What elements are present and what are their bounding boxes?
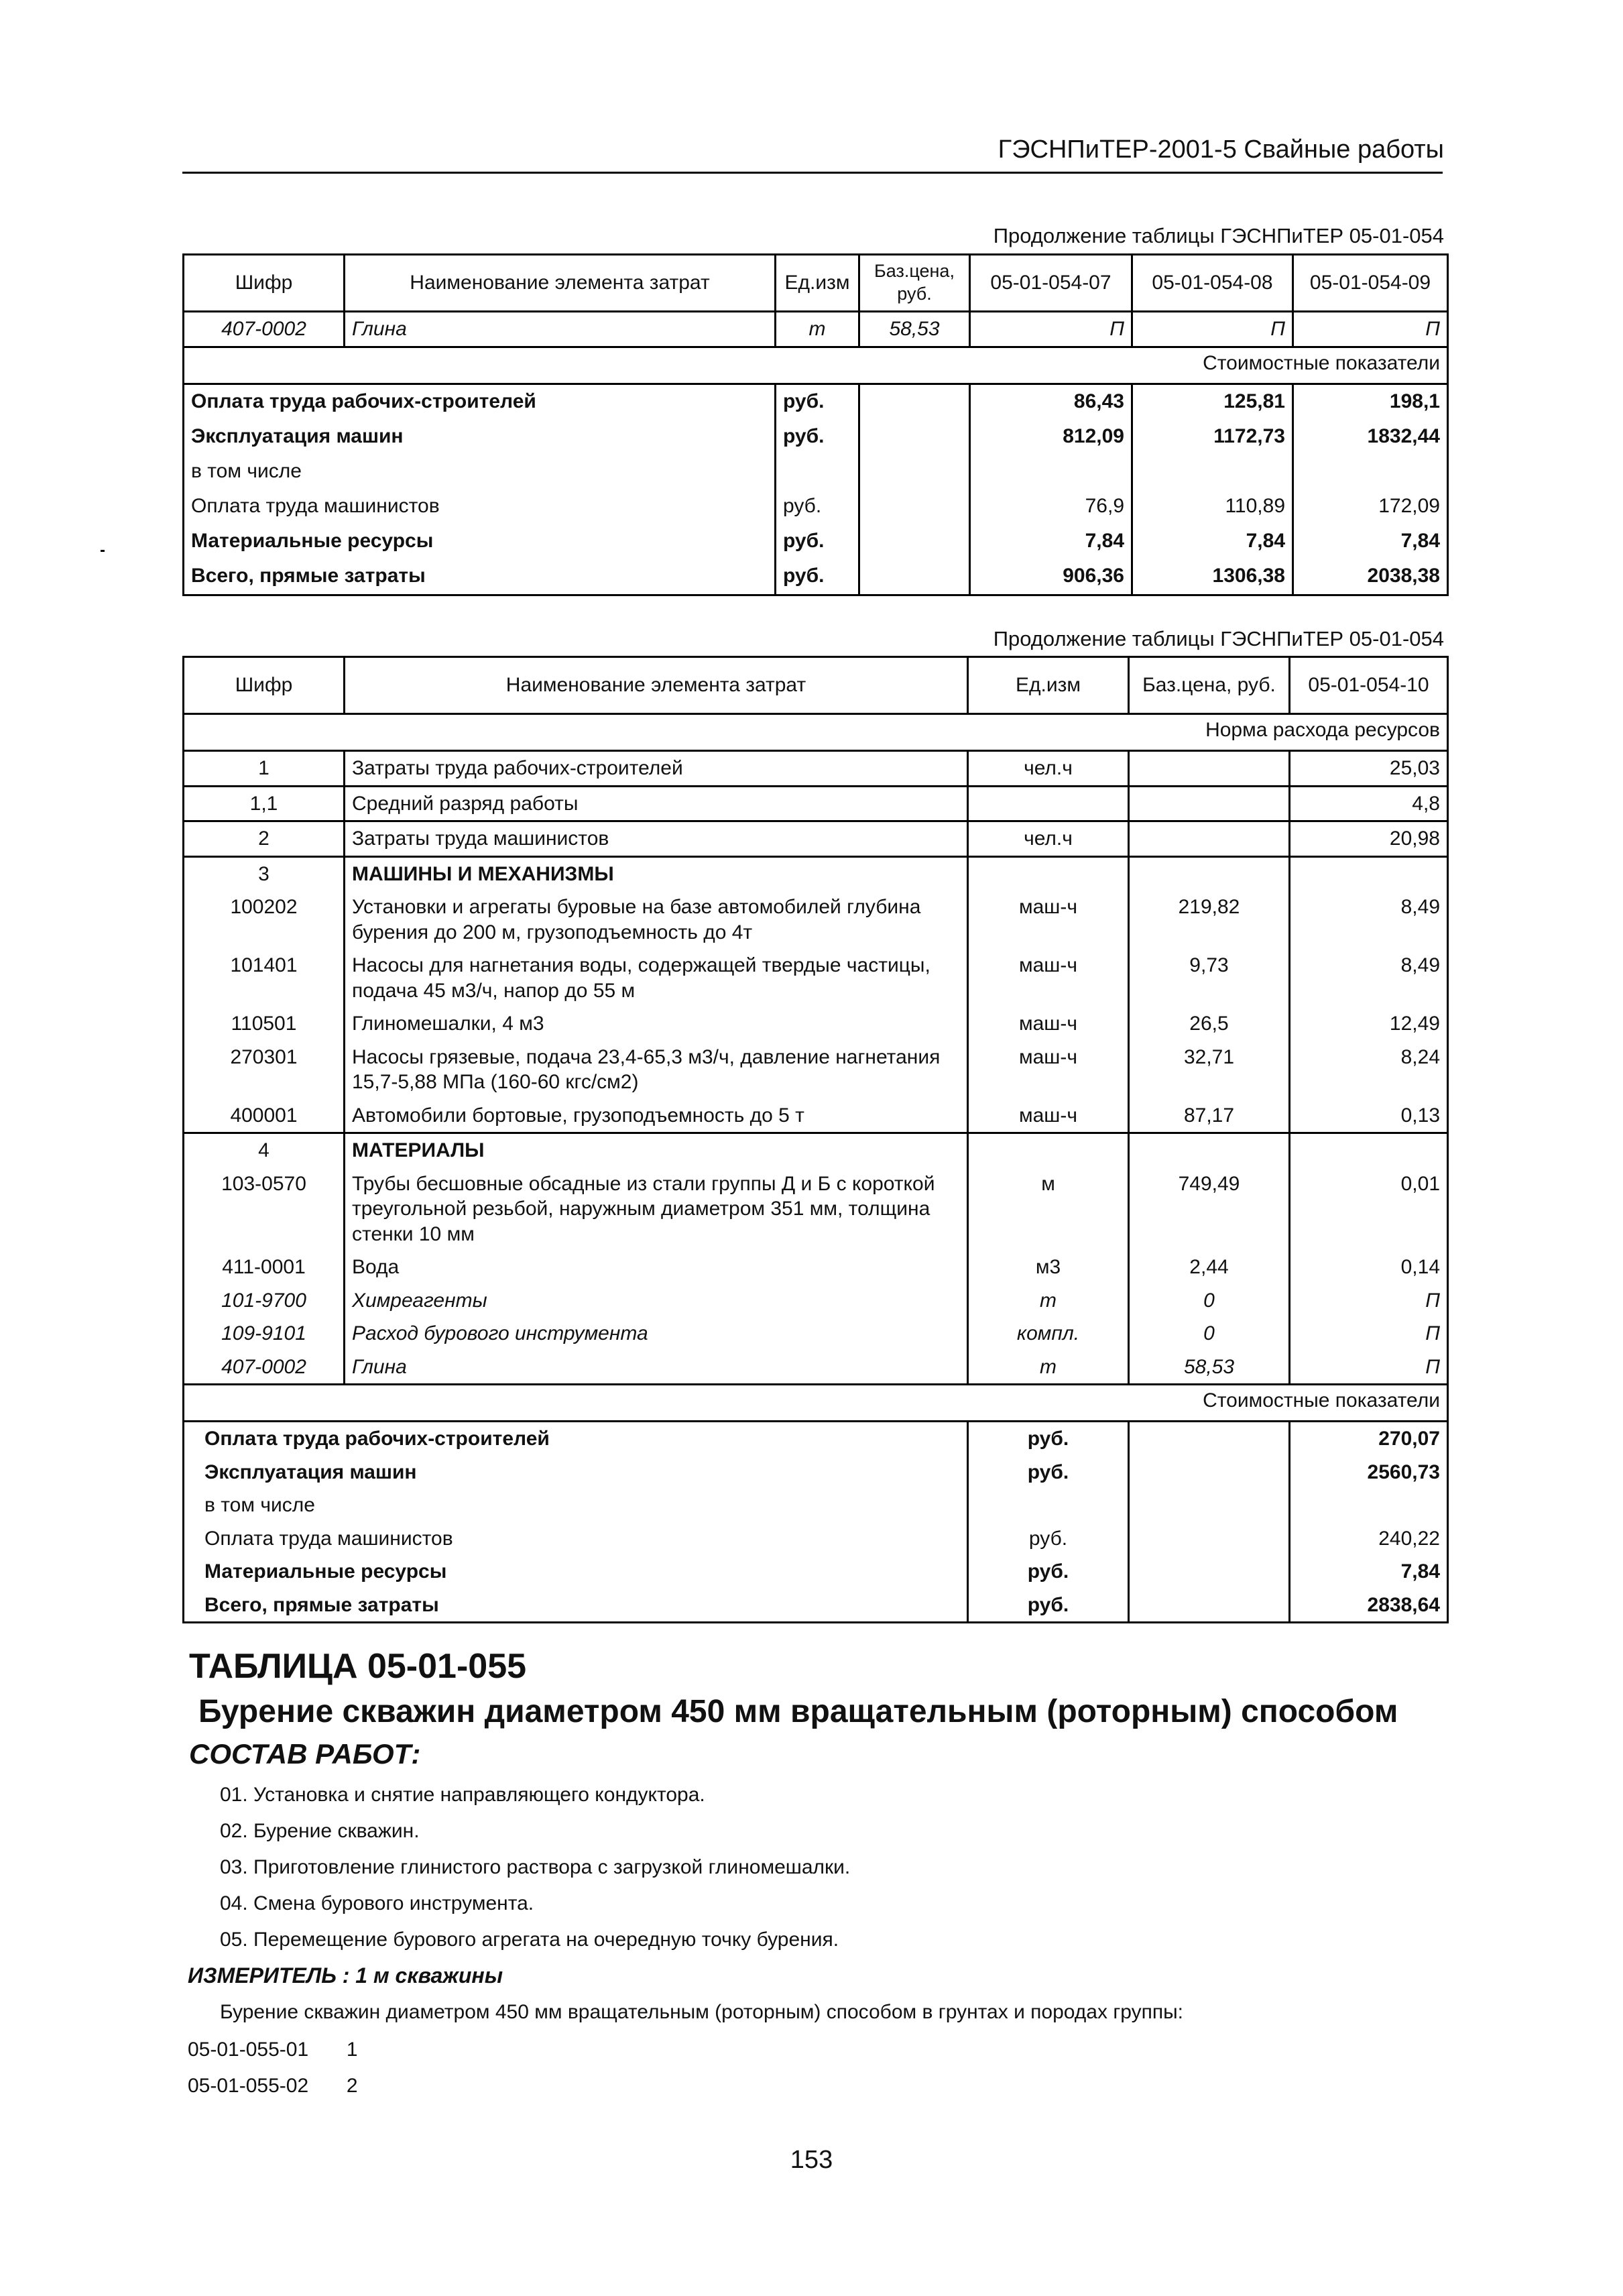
cell-name: Расход бурового инструмента <box>345 1317 968 1351</box>
cost-row <box>184 420 1448 455</box>
col-054-07-header: 05-01-054-07 <box>970 255 1132 312</box>
cost-row <box>184 1456 1448 1489</box>
cost-unit: руб. <box>968 1555 1129 1589</box>
composition-item: 04. Смена бурового инструмента. <box>220 1892 534 1914</box>
cost-name: Всего, прямые затраты <box>184 1589 968 1623</box>
cell-name: МАШИНЫ И МЕХАНИЗМЫ <box>345 856 968 891</box>
col-code-header: Шифр <box>184 657 345 714</box>
table-row <box>184 1099 1448 1133</box>
cost-value: 110,89 <box>1132 490 1293 524</box>
cell-unit: маш-ч <box>968 1099 1129 1133</box>
cost-value: 1832,44 <box>1293 420 1448 455</box>
cell-unit: м3 <box>968 1251 1129 1284</box>
cell-unit: т <box>968 1284 1129 1318</box>
col-unit-header: Ед.изм <box>968 657 1129 714</box>
col-name-header: Наименование элемента затрат <box>345 255 776 312</box>
table-row <box>184 821 1448 857</box>
cost-empty <box>859 384 970 420</box>
cell-code: 100202 <box>184 891 345 949</box>
cost-name: Эксплуатация машин <box>184 420 776 455</box>
cost-value: 76,9 <box>970 490 1132 524</box>
cost-unit: руб. <box>968 1589 1129 1623</box>
cell-value: П <box>1132 312 1293 347</box>
cost-empty <box>1129 1555 1290 1589</box>
cell-code: 1,1 <box>184 786 345 821</box>
cell-name: МАТЕРИАЛЫ <box>345 1133 968 1167</box>
cell-value: 0,14 <box>1290 1251 1448 1284</box>
cost-empty <box>1129 1489 1290 1522</box>
cost-empty <box>859 524 970 559</box>
cost-name: Оплата труда машинистов <box>184 1522 968 1556</box>
cost-empty <box>970 455 1132 490</box>
cell-unit: компл. <box>968 1317 1129 1351</box>
table-row <box>184 751 1448 787</box>
section-cost-label: Стоимостные показатели <box>184 347 1448 384</box>
cost-name: Материальные ресурсы <box>184 1555 968 1589</box>
cell-name: Глиномешалки, 4 м3 <box>345 1007 968 1041</box>
col-054-08-header: 05-01-054-08 <box>1132 255 1293 312</box>
cell-unit: чел.ч <box>968 821 1129 857</box>
variant-code: 05-01-055-02 <box>188 2075 309 2097</box>
cell-code: 4 <box>184 1133 345 1167</box>
cost-name: Всего, прямые затраты <box>184 559 776 595</box>
cell-name: Химреагенты <box>345 1284 968 1318</box>
cell-value: П <box>1293 312 1448 347</box>
table2-resource-rows <box>184 751 1448 1385</box>
section-row <box>184 347 1448 384</box>
cost-empty <box>859 559 970 595</box>
table1-caption: Продолжение таблицы ГЭСНПиТЕР 05-01-054 <box>993 224 1444 247</box>
cost-value: 1306,38 <box>1132 559 1293 595</box>
cost-row <box>184 1489 1448 1522</box>
cell-name: Автомобили бортовые, грузоподъемность до 5 т <box>345 1099 968 1133</box>
cell-unit: т <box>776 312 859 347</box>
cell-price: 26,5 <box>1129 1007 1290 1041</box>
cost-value: 812,09 <box>970 420 1132 455</box>
cost-name: Оплата труда рабочих-строителей <box>184 1422 968 1456</box>
cell-value: П <box>1290 1317 1448 1351</box>
cost-row <box>184 1555 1448 1589</box>
cost-name: Оплата труда машинистов <box>184 490 776 524</box>
section-cost-label: Стоимостные показатели <box>184 1385 1448 1422</box>
table-row <box>184 856 1448 891</box>
table-title: ТАБЛИЦА 05-01-055 <box>189 1647 527 1686</box>
cost-row <box>184 455 1448 490</box>
cell-value <box>1290 856 1448 891</box>
cell-price <box>1129 856 1290 891</box>
cell-value: 12,49 <box>1290 1007 1448 1041</box>
page-number: 153 <box>790 2146 833 2174</box>
cell-price: 58,53 <box>1129 1351 1290 1385</box>
cell-unit: маш-ч <box>968 1007 1129 1041</box>
table-row <box>184 949 1448 1007</box>
table-row <box>184 1133 1448 1167</box>
table2-caption: Продолжение таблицы ГЭСНПиТЕР 05-01-054 <box>993 627 1444 650</box>
composition-item: 05. Перемещение бурового агрегата на очередную точку бурения. <box>220 1929 839 1951</box>
cell-name: Вода <box>345 1251 968 1284</box>
cell-price: 87,17 <box>1129 1099 1290 1133</box>
cell-price: 9,73 <box>1129 949 1290 1007</box>
cost-value: 2038,38 <box>1293 559 1448 595</box>
cost-value: 86,43 <box>970 384 1132 420</box>
cell-code: 3 <box>184 856 345 891</box>
cost-empty <box>1293 455 1448 490</box>
cost-row <box>184 559 1448 595</box>
cell-name: Трубы бесшовные обсадные из стали группы Д и Б с короткой треугольной резьбой, наружным диаметром 351 мм, толщина стенки 10 мм <box>345 1167 968 1251</box>
section-row <box>184 1385 1448 1422</box>
cell-name: Затраты труда машинистов <box>345 821 968 857</box>
cell-name: Глина <box>345 1351 968 1385</box>
table-row <box>184 1284 1448 1318</box>
cell-unit: чел.ч <box>968 751 1129 787</box>
cell-value: П <box>1290 1351 1448 1385</box>
cell-value: 0,13 <box>1290 1099 1448 1133</box>
cell-code: 1 <box>184 751 345 787</box>
cell-price: 749,49 <box>1129 1167 1290 1251</box>
cell-value <box>1290 1133 1448 1167</box>
cell-unit <box>968 856 1129 891</box>
page-header-title: ГЭСНПиТЕР-2001-5 Свайные работы <box>998 135 1444 164</box>
table-row <box>184 786 1448 821</box>
table2-cost-rows <box>184 1385 1448 1623</box>
cost-empty <box>859 420 970 455</box>
cell-code: 103-0570 <box>184 1167 345 1251</box>
variant-row <box>188 2075 358 2098</box>
cost-empty <box>1129 1422 1290 1456</box>
table1 <box>182 253 1449 596</box>
cost-unit: руб. <box>968 1422 1129 1456</box>
cost-value <box>1290 1489 1448 1522</box>
cost-name: Оплата труда рабочих-строителей <box>184 384 776 420</box>
cell-value: П <box>1290 1284 1448 1318</box>
section-norm-label: Норма расхода ресурсов <box>184 714 1448 751</box>
cell-price: 2,44 <box>1129 1251 1290 1284</box>
composition-item: 03. Приготовление глинистого раствора с загрузкой глиномешалки. <box>220 1856 851 1878</box>
cell-value: 0,01 <box>1290 1167 1448 1251</box>
cost-unit: руб. <box>776 420 859 455</box>
cost-empty <box>1129 1589 1290 1623</box>
cost-value: 240,22 <box>1290 1522 1448 1556</box>
col-054-09-header: 05-01-054-09 <box>1293 255 1448 312</box>
table-row <box>184 1317 1448 1351</box>
cost-empty <box>1132 455 1293 490</box>
cost-value: 198,1 <box>1293 384 1448 420</box>
cost-value: 7,84 <box>1293 524 1448 559</box>
cell-code: 2 <box>184 821 345 857</box>
cell-code: 109-9101 <box>184 1317 345 1351</box>
cell-value: 8,49 <box>1290 949 1448 1007</box>
col-price-header: Баз.цена, руб. <box>859 255 970 312</box>
cost-value: 172,09 <box>1293 490 1448 524</box>
table-row <box>184 1351 1448 1385</box>
variant-row <box>188 2039 358 2061</box>
cost-empty <box>1129 1456 1290 1489</box>
section-description: Бурение скважин диаметром 450 мм вращательным (роторным) способом в грунтах и породах группы: <box>220 2001 1183 2023</box>
cost-unit: руб. <box>776 524 859 559</box>
cost-unit: руб. <box>968 1522 1129 1556</box>
cell-code: 411-0001 <box>184 1251 345 1284</box>
col-054-10-header: 05-01-054-10 <box>1290 657 1448 714</box>
cost-unit: руб. <box>776 490 859 524</box>
cost-unit: руб. <box>776 559 859 595</box>
cell-price: 58,53 <box>859 312 970 347</box>
col-unit-header: Ед.изм <box>776 255 859 312</box>
col-name-header: Наименование элемента затрат <box>345 657 968 714</box>
margin-mark <box>101 550 105 552</box>
table-row <box>184 1041 1448 1099</box>
composition-item: 02. Бурение скважин. <box>220 1820 420 1842</box>
cell-code: 110501 <box>184 1007 345 1041</box>
cost-value: 906,36 <box>970 559 1132 595</box>
cost-row <box>184 1589 1448 1623</box>
cell-name: Насосы для нагнетания воды, содержащей твердые частицы, подача 45 м3/ч, напор до 55 м <box>345 949 968 1007</box>
cost-row <box>184 490 1448 524</box>
cell-unit: маш-ч <box>968 1041 1129 1099</box>
table-row <box>184 1251 1448 1284</box>
cell-unit <box>968 1133 1129 1167</box>
variant-group: 1 <box>346 2039 358 2061</box>
cost-value: 1172,73 <box>1132 420 1293 455</box>
cell-value: 25,03 <box>1290 751 1448 787</box>
table1-header-row <box>184 255 1448 312</box>
cell-name: Затраты труда рабочих-строителей <box>345 751 968 787</box>
header-rule <box>182 172 1443 174</box>
cell-value: 8,24 <box>1290 1041 1448 1099</box>
cell-code: 101401 <box>184 949 345 1007</box>
cost-row <box>184 1522 1448 1556</box>
cost-name: Эксплуатация машин <box>184 1456 968 1489</box>
variant-group: 2 <box>346 2075 358 2097</box>
table-row <box>184 891 1448 949</box>
cell-code: 407-0002 <box>184 1351 345 1385</box>
table-row <box>184 1007 1448 1041</box>
cost-row <box>184 524 1448 559</box>
cell-unit: м <box>968 1167 1129 1251</box>
cost-row <box>184 384 1448 420</box>
cell-name: Насосы грязевые, подача 23,4-65,3 м3/ч, давление нагнетания 15,7-5,88 МПа (160-60 кгс/см2) <box>345 1041 968 1099</box>
table2 <box>182 656 1449 1623</box>
composition-item: 01. Установка и снятие направляющего кондуктора. <box>220 1784 705 1806</box>
cell-price: 219,82 <box>1129 891 1290 949</box>
cost-unit: руб. <box>968 1456 1129 1489</box>
cell-price: 32,71 <box>1129 1041 1290 1099</box>
cost-value: 270,07 <box>1290 1422 1448 1456</box>
cell-name: Средний разряд работы <box>345 786 968 821</box>
cost-value: 7,84 <box>1290 1555 1448 1589</box>
cell-unit: маш-ч <box>968 891 1129 949</box>
variant-code: 05-01-055-01 <box>188 2039 309 2061</box>
cell-price <box>1129 786 1290 821</box>
cell-value: 4,8 <box>1290 786 1448 821</box>
cell-unit: маш-ч <box>968 949 1129 1007</box>
cell-unit <box>968 786 1129 821</box>
cell-name: Установки и агрегаты буровые на базе автомобилей глубина бурения до 200 м, грузоподъемность до 4т <box>345 891 968 949</box>
cost-name: Материальные ресурсы <box>184 524 776 559</box>
table-row <box>184 312 1448 347</box>
cost-row <box>184 1422 1448 1456</box>
cell-value: 8,49 <box>1290 891 1448 949</box>
col-price-header: Баз.цена, руб. <box>1129 657 1290 714</box>
cost-unit <box>776 455 859 490</box>
section-subtitle: Бурение скважин диаметром 450 мм вращательным (роторным) способом <box>198 1694 1398 1729</box>
table2-header-row <box>184 657 1448 714</box>
section-row <box>184 714 1448 751</box>
composition-title: СОСТАВ РАБОТ: <box>189 1738 421 1770</box>
cost-value: 7,84 <box>970 524 1132 559</box>
cell-price: 0 <box>1129 1284 1290 1318</box>
cell-code: 407-0002 <box>184 312 345 347</box>
cost-name: в том числе <box>184 1489 968 1522</box>
cell-value: П <box>970 312 1132 347</box>
col-code-header: Шифр <box>184 255 345 312</box>
cost-value: 2838,64 <box>1290 1589 1448 1623</box>
table-row <box>184 1167 1448 1251</box>
cell-code: 270301 <box>184 1041 345 1099</box>
cost-empty <box>859 455 970 490</box>
meter-label: ИЗМЕРИТЕЛЬ : 1 м скважины <box>188 1963 503 1988</box>
cost-value: 2560,73 <box>1290 1456 1448 1489</box>
cell-code: 101-9700 <box>184 1284 345 1318</box>
cost-empty <box>859 490 970 524</box>
cell-price <box>1129 1133 1290 1167</box>
cell-name: Глина <box>345 312 776 347</box>
cell-code: 400001 <box>184 1099 345 1133</box>
cost-name: в том числе <box>184 455 776 490</box>
cost-unit <box>968 1489 1129 1522</box>
cost-value: 125,81 <box>1132 384 1293 420</box>
cost-unit: руб. <box>776 384 859 420</box>
cost-value: 7,84 <box>1132 524 1293 559</box>
cell-price <box>1129 751 1290 787</box>
cell-unit: т <box>968 1351 1129 1385</box>
cell-price: 0 <box>1129 1317 1290 1351</box>
cell-value: 20,98 <box>1290 821 1448 857</box>
cell-price <box>1129 821 1290 857</box>
cost-empty <box>1129 1522 1290 1556</box>
